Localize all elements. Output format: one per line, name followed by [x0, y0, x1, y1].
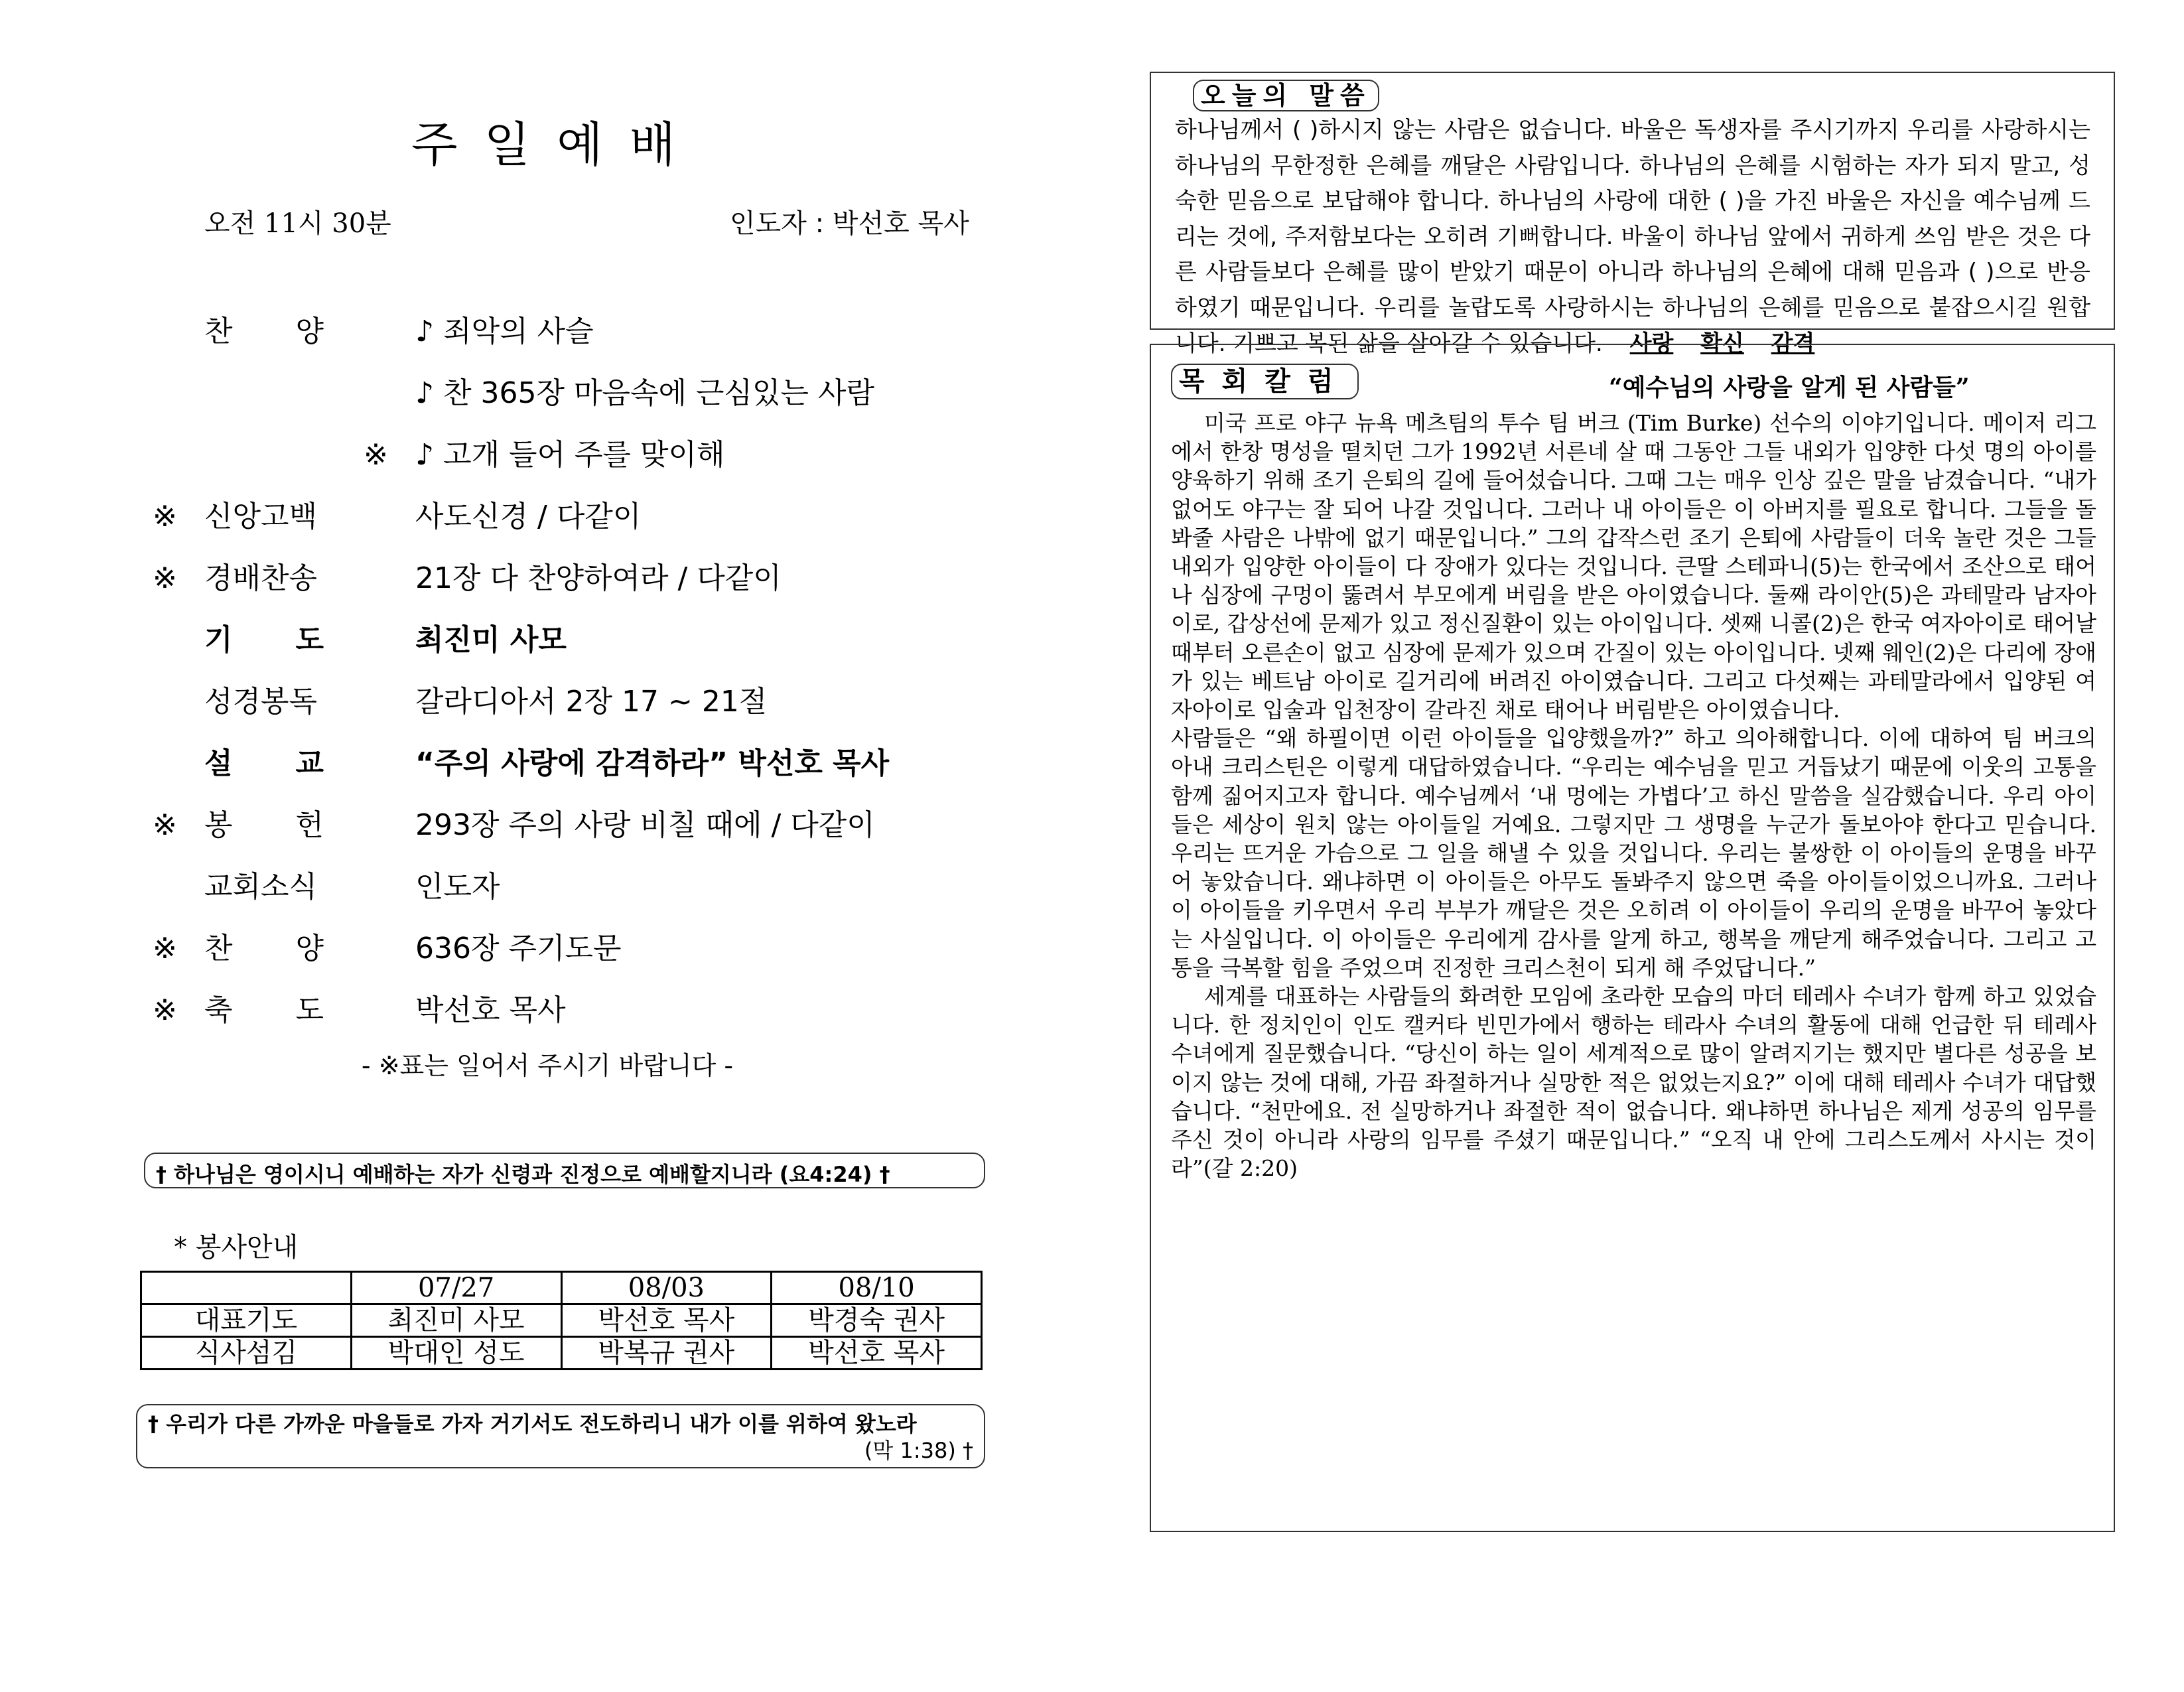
stand-mark: ※ — [153, 808, 177, 842]
service-table — [140, 1271, 983, 1370]
service-time: 오전 11시 30분 — [204, 208, 391, 239]
order-label-part: 봉 — [204, 808, 233, 842]
order-content: ♪ 죄악의 사슬 — [415, 315, 594, 348]
verse-box-john: † 하나님은 영이시니 예배하는 자가 신령과 진정으로 예배할지니라 (요4:24) † — [144, 1153, 985, 1188]
order-label-part: 도 — [295, 993, 324, 1027]
order-label — [204, 497, 324, 537]
table-cell: 최진미 사모 — [351, 1304, 561, 1337]
order-label-part: 찬 — [204, 932, 233, 965]
order-item — [153, 867, 1015, 929]
order-content: 박선호 목사 — [415, 993, 566, 1027]
stand-mark: ※ — [153, 993, 177, 1027]
todays-word-box — [1150, 72, 2115, 357]
order-label — [204, 620, 324, 660]
order-content: ♪ 찬 365장 마음속에 근심있는 사람 — [415, 376, 875, 410]
order-item — [153, 806, 1015, 867]
order-label-part: 찬 — [204, 315, 233, 348]
table-cell: 박대인 성도 — [351, 1337, 561, 1370]
order-label — [204, 806, 324, 845]
order-label-part: 헌 — [295, 808, 324, 842]
order-content: 21장 다 찬양하여라 / 다같이 — [415, 561, 782, 595]
order-item — [153, 497, 1015, 559]
column-paragraph: 미국 프로 야구 뉴욕 메츠팀의 투수 팀 버크 (Tim Burke) 선수의 이야기입니다. 메이저 리그에서 한창 명성을 떨치던 그가 1992년 서른네 살 때 그동안 그들 내외가 입양한 다섯 명의 아이를 양육하기 위해 조기 은퇴의 길에 들어섰습니다. 그때 그는 매우 인상 깊은 말을 남겼습니다. “내가 없어도 야구는 잘 되어 나갈 것입니다. 그러나 내 아이들은 이 아버지를 필요로 합니다. 그들을 돌봐줄 사람은 나밖에 없기 때문입니다.” 그의 갑작스런 조기 은퇴에 사람들이 더욱 놀란 것은 그들 내외가 입양한 아이들이 다 장애가 있다는 것입니다. 큰딸 스테파니(5)는 한국에서 조산으로 태어나 심장에 구멍이 뚫려서 부모에게 버림을 받은 아이였습니다. 둘째 라이안(5)은 과테말라 남자아이로, 갑상선에 문제가 있고 정신질환이 있는 아이입니다. 셋째 니콜(2)은 한국 여자아이로 태어날 때부터 오른손이 없고 심장에 문제가 있으며 간질이 있는 아이입니다. 넷째 웨인(2)은 다리에 장애가 있는 베트남 아이로 길거리에 버려진 아이였습니다. 그리고 다섯째는 과테말라에서 입양된 여자아이로 입술과 입천장이 갈라진 채로 태어나 버림받은 아이였습니다. — [1171, 410, 2096, 723]
order-content: “주의 사랑에 감격하라” 박선호 목사 — [415, 746, 890, 780]
order-label — [204, 682, 324, 722]
order-label — [204, 991, 324, 1030]
order-label-part: 교회소식 — [204, 870, 318, 904]
table-cell: 박선호 목사 — [561, 1304, 772, 1337]
order-item — [153, 435, 1015, 497]
order-label-part: 설 — [204, 746, 233, 780]
table-header-row — [141, 1272, 982, 1304]
stand-mark: ※ — [364, 438, 388, 472]
order-label-part: 경배찬송 — [204, 561, 318, 595]
order-content: 인도자 — [415, 870, 500, 904]
order-label-part: 양 — [295, 315, 324, 348]
order-content: 최진미 사모 — [415, 623, 567, 657]
table-row — [141, 1337, 982, 1370]
pastor-column-box — [1150, 344, 2115, 1532]
order-label-part: 성경봉독 — [204, 685, 318, 719]
order-content: 293장 주의 사랑 비칠 때에 / 다같이 — [415, 808, 875, 842]
todays-word-tag: 오늘의 말씀 — [1193, 80, 1379, 111]
table-cell: 박선호 목사 — [772, 1337, 982, 1370]
order-label-part: 기 — [204, 623, 233, 657]
todays-word-text — [1175, 113, 2090, 362]
pastor-column-tag: 목회칼럼 — [1171, 364, 1359, 399]
order-label — [204, 744, 324, 784]
table-cell: 박복규 권사 — [561, 1337, 772, 1370]
table-cell: 07/27 — [351, 1272, 561, 1304]
verse-reference: (막 1:38) † — [864, 1438, 973, 1463]
table-cell: 식사섬김 — [141, 1337, 352, 1370]
stand-mark: ※ — [153, 932, 177, 965]
stand-mark: ※ — [153, 561, 177, 595]
verse-box-mark — [136, 1404, 985, 1468]
table-cell: 대표기도 — [141, 1304, 352, 1337]
order-content: 갈라디아서 2장 17 ~ 21절 — [415, 685, 768, 719]
order-label-part: 도 — [295, 623, 324, 657]
page-title: 주일예배 — [411, 117, 703, 173]
word-body: 하나님께서 ( )하시지 않는 사람은 없습니다. 바울은 독생자를 주시기까지 우리를 사랑하시는 하나님의 무한정한 은혜를 깨달은 사람입니다. 하나님의 은혜를 시험하는 자가 되지 말고, 성숙한 믿음으로 보답해야 합니다. 하나님의 사랑에 대한 ( )을 가진 바울은 자신을 예수님께 드리는 것에, 주저함보다는 오히려 기뻐합니다. 바울이 하나님 앞에서 귀하게 쓰임 받은 것은 다른 사람들보다 은혜를 많이 받았기 때문이 아니라 하나님의 은혜에 대해 믿음과 ( )으로 반응하였기 때문입니다. 우리를 놀랍도록 사랑하시는 하나님의 은혜를 믿음으로 붙잡으시길 원합니다. 기쁘고 복된 삶을 살아갈 수 있습니다. — [1175, 117, 2090, 357]
order-label-part: 축 — [204, 993, 233, 1027]
order-label — [204, 929, 324, 969]
order-content: 사도신경 / 다같이 — [415, 500, 642, 533]
table-cell: 08/03 — [561, 1272, 772, 1304]
order-item — [153, 312, 1015, 374]
column-paragraph: 사람들은 “왜 하필이면 이런 아이들을 입양했을까?” 하고 의아해합니다. 이에 대하여 팀 버크의 아내 크리스틴은 이렇게 대답하였습니다. “우리는 예수님을 믿고 거듭났기 때문에 이웃의 고통을 함께 짊어지고자 합니다. 예수님께서 ‘내 멍에는 가볍다’고 하신 말씀을 실감했습니다. 우리 아이들은 세상이 원치 않는 아이들일 거예요. 그렇지만 그 생명을 누군가 돌보아야 한다고 믿습니다. 우리는 뜨거운 가슴으로 그 일을 해낼 수 있을 것입니다. 우리는 불쌍한 이 아이들의 운명을 바꾸어 놓았습니다. 왜냐하면 이 아이들은 아무도 돌봐주지 않으면 죽을 아이들이었으니까요. 그러나 이 아이들을 키우면서 우리 부부가 깨달은 것은 오히려 이 아이들이 우리의 운명을 바꾸어 놓았다는 사실입니다. 이 아이들은 우리에게 감사를 알게 하고, 행복을 깨닫게 해주었습니다. 그리고 고통을 극복할 힘을 주었으며 진정한 크리스천이 되게 해 주었답니다.” — [1171, 725, 2096, 981]
service-leader: 인도자 : 박선호 목사 — [730, 208, 969, 239]
answer-2: 확신 — [1700, 330, 1744, 357]
order-item — [153, 929, 1015, 991]
order-label — [204, 312, 324, 352]
table-cell: 08/10 — [772, 1272, 982, 1304]
order-label-part: 교 — [295, 746, 324, 780]
order-item — [153, 374, 1015, 435]
order-item — [153, 682, 1015, 744]
order-content: ♪ 고개 들어 주를 맞이해 — [415, 438, 725, 472]
order-item — [153, 991, 1015, 1052]
stand-note: - ※표는 일어서 주시기 바랍니다 - — [361, 1051, 734, 1080]
verse-text: † 우리가 다른 가까운 마을들로 가자 거기서도 전도하리니 내가 이를 위하여 왔노라 — [148, 1411, 917, 1437]
order-label-part: 신앙고백 — [204, 500, 318, 533]
column-body — [1171, 409, 2096, 1182]
answer-3: 감격 — [1771, 330, 1815, 357]
service-guide-title: * 봉사안내 — [174, 1232, 299, 1263]
order-item — [153, 744, 1015, 806]
order-item — [153, 559, 1015, 620]
order-label — [204, 559, 324, 599]
table-row — [141, 1304, 982, 1337]
worship-order — [153, 312, 1015, 1052]
column-title: “예수님의 사랑을 알게 된 사람들” — [1609, 374, 1970, 401]
order-label — [204, 867, 324, 907]
stand-mark: ※ — [153, 500, 177, 533]
order-content: 636장 주기도문 — [415, 932, 622, 965]
column-paragraph: 세계를 대표하는 사람들의 화려한 모임에 초라한 모습의 마더 테레사 수녀가 함께 하고 있었습니다. 한 정치인이 인도 캘커타 빈민가에서 행하는 테라사 수녀의 활동에 대해 언급한 뒤 테레사 수녀에게 질문했습니다. “당신이 하는 일이 세계적으로 많이 알려지기는 했지만 별다른 성공을 보이지 않는 것에 대해, 가끔 좌절하거나 실망한 적은 없었는지요?” 이에 대해 테레사 수녀가 대답했습니다. “천만에요. 전 실망하거나 좌절한 적이 없습니다. 왜냐하면 하나님은 제게 성공의 임무를 주신 것이 아니라 사랑의 임무를 주셨기 때문입니다.” “오직 내 안에 그리스도께서 사시는 것이라”(갈 2:20) — [1171, 983, 2096, 1182]
order-item — [153, 620, 1015, 682]
answer-1: 사랑 — [1629, 330, 1674, 357]
table-cell — [141, 1272, 352, 1304]
table-cell: 박경숙 권사 — [772, 1304, 982, 1337]
order-label-part: 양 — [295, 932, 324, 965]
